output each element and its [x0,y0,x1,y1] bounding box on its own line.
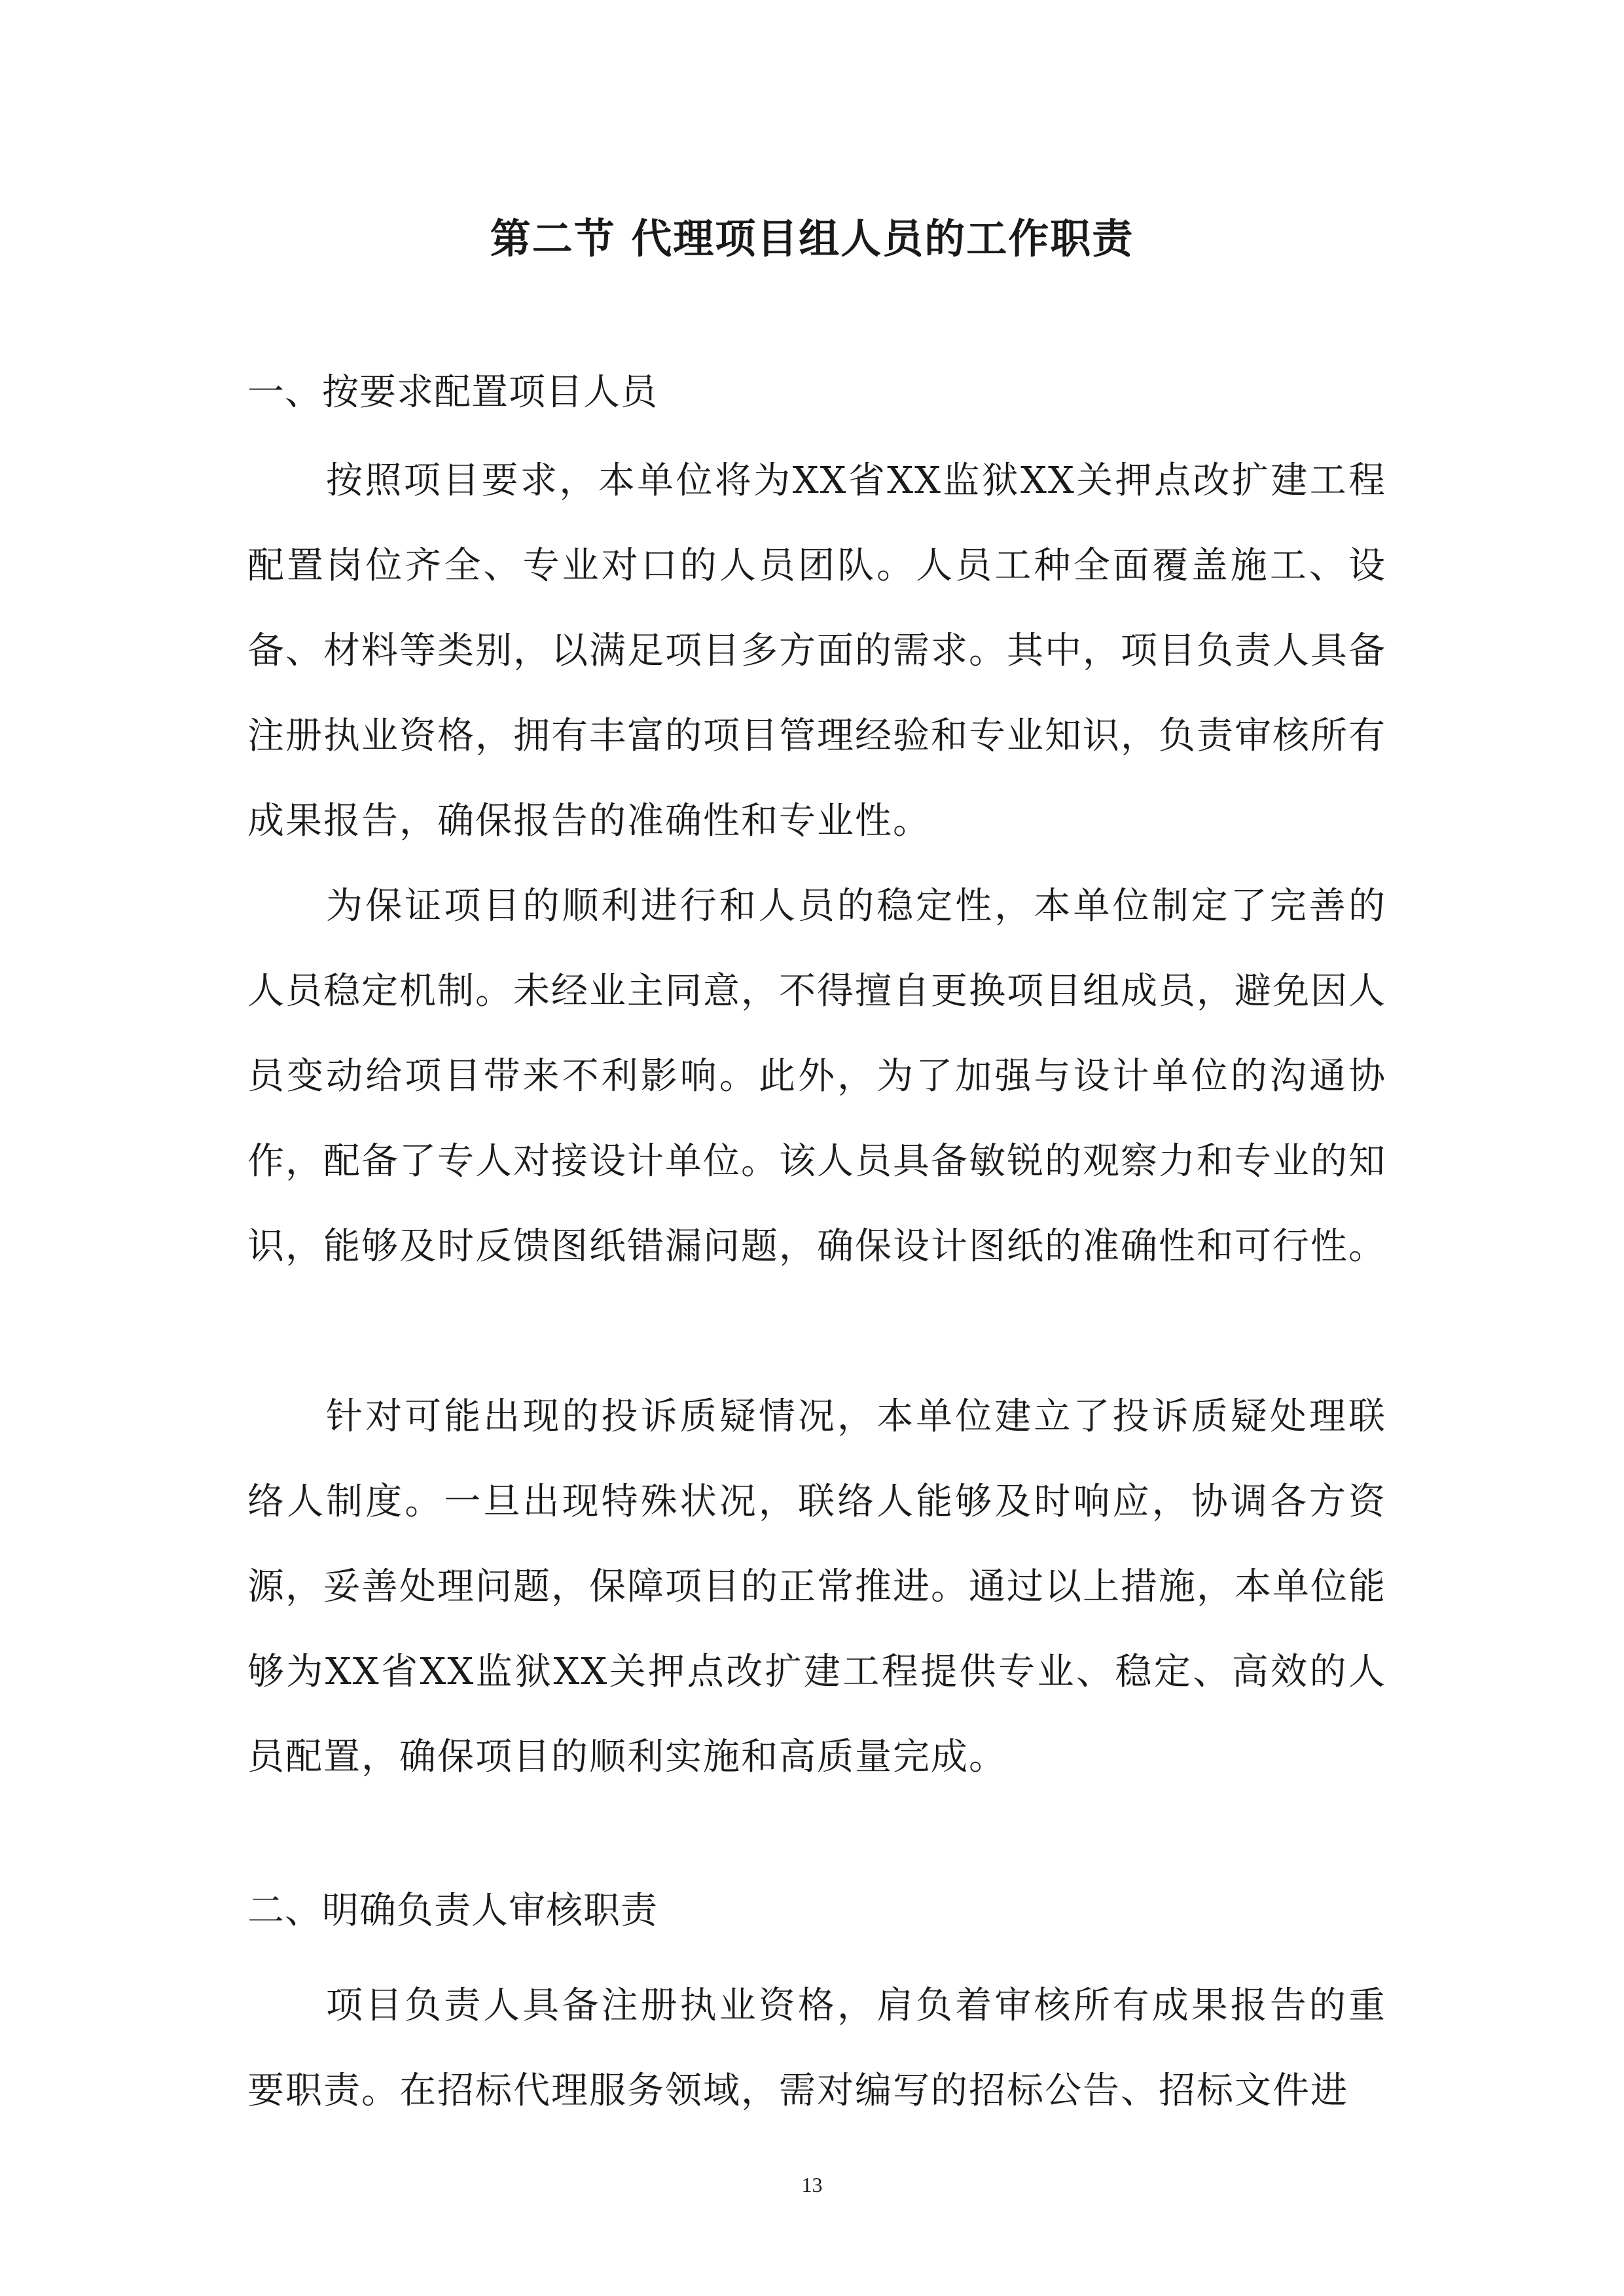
section-heading-1: 一、按要求配置项目人员 [247,371,658,414]
paragraph-1: 按照项目要求，本单位将为XX省XX监狱XX关押点改扩建工程配置岗位齐全、专业对口的人员团队。人员工种全面覆盖施工、设备、材料等类别，以满足项目多方面的需求。其中，项目负责人具备注册执业资格，拥有丰富的项目管理经验和专业知识，负责审核所有成果报告，确保报告的准确性和专业性。 [247,459,1386,842]
paragraph-2: 为保证项目的顺利进行和人员的稳定性，本单位制定了完善的人员稳定机制。未经业主同意，不得擅自更换项目组成员，避免因人员变动给项目带来不利影响。此外，为了加强与设计单位的沟通协作，配备了专人对接设计单位。该人员具备敏锐的观察力和专业的知识，能够及时反馈图纸错漏问题，确保设计图纸的准确性和可行性。 [247,885,1386,1268]
paragraph-4: 项目负责人具备注册执业资格，肩负着审核所有成果报告的重要职责。在招标代理服务领域，需对编写的招标公告、招标文件进 [247,1984,1386,2112]
section-heading-2: 二、明确负责人审核职责 [247,1890,658,1932]
page-number: 13 [801,2173,823,2197]
paragraph-3: 针对可能出现的投诉质疑情况，本单位建立了投诉质疑处理联络人制度。一旦出现特殊状况，联络人能够及时响应，协调各方资源，妥善处理问题，保障项目的正常推进。通过以上措施，本单位能够为XX省XX监狱XX关押点改扩建工程提供专业、稳定、高效的人员配置，确保项目的顺利实施和高质量完成。 [247,1395,1386,1778]
section-title: 第二节 代理项目组人员的工作职责 [490,215,1134,262]
